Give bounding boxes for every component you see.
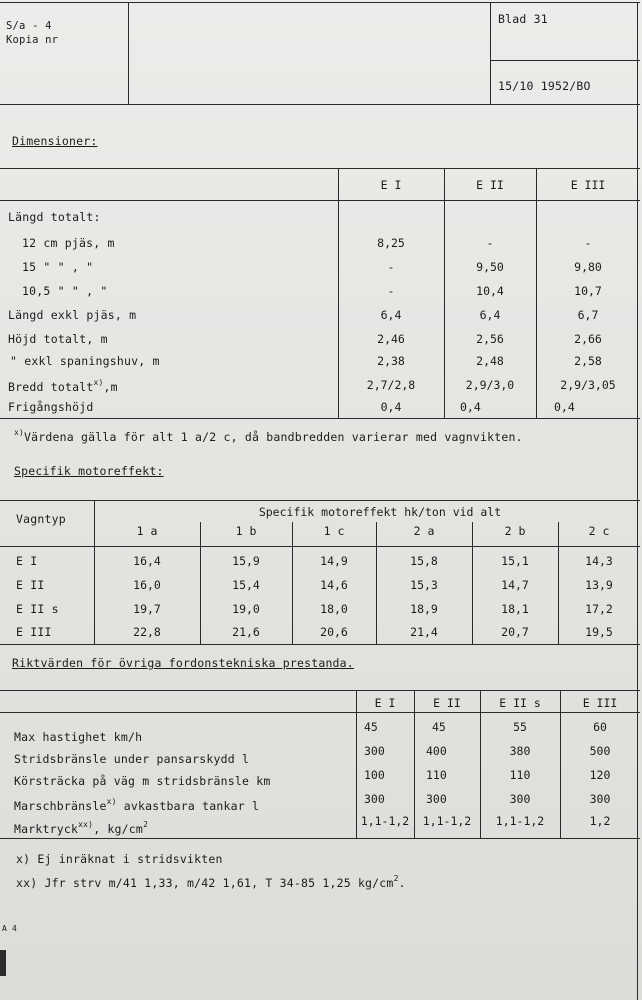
specific-power-title: Specifik motoreffekt:: [14, 464, 164, 478]
sp-row-header: Vagntyp: [16, 512, 66, 526]
margin-stamp: [0, 950, 6, 976]
dim-row-label: [8, 378, 118, 394]
sp-cell: 15,1: [501, 554, 529, 568]
perf-cell: 120: [589, 768, 611, 782]
unit-exponent: 2: [143, 820, 149, 829]
perf-cell: 400: [426, 744, 447, 758]
footnote-marker: x): [14, 428, 25, 437]
sp-cell: 18,1: [501, 602, 529, 616]
sp-row-label: E II s: [16, 602, 59, 616]
dim-cell: 9,50: [476, 260, 504, 274]
sp-cell: 19,5: [585, 625, 613, 639]
sp-cell: 16,4: [133, 554, 161, 568]
dim-row-label: Höjd totalt, m: [8, 332, 108, 346]
dim-cell: -: [584, 236, 592, 250]
dim-row-label: Frigångshöjd: [8, 400, 94, 414]
footnote-end: .: [398, 876, 406, 890]
sp-col-header: 2 a: [413, 524, 435, 538]
dim-cell: 6,7: [577, 308, 599, 322]
perf-cell: 1,1-1,2: [422, 814, 472, 828]
dim-cell: -: [387, 260, 395, 274]
footnote-marker: xx): [78, 820, 94, 829]
dim-cell: 0,4: [460, 400, 481, 414]
perf-cell: 1,2: [589, 814, 611, 828]
sp-cell: 19,0: [232, 602, 260, 616]
sp-row-label: E I: [16, 554, 38, 568]
perf-row-label: [14, 797, 259, 813]
perf-row-label-suffix: , kg/cm: [93, 822, 144, 836]
dim-cell: 8,25: [377, 236, 405, 250]
perf-table-header-bottom: [0, 712, 640, 713]
dim-cell: 2,48: [476, 354, 504, 368]
dim-cell: 2,38: [377, 354, 405, 368]
page-format-mark: A 4: [2, 924, 18, 933]
dim-table-header-bottom: [0, 200, 640, 201]
dim-cell: 2,56: [476, 332, 504, 346]
ref-line-1: S/a - 4: [6, 20, 52, 32]
dim-row-label: Längd exkl pjäs, m: [8, 308, 137, 322]
dim-cell: 6,4: [380, 308, 402, 322]
dim-cell: 2,9/3,0: [465, 378, 515, 392]
header-bottom-border: [0, 104, 640, 105]
dim-row-label: 10,5 " " , ": [22, 284, 108, 298]
perf-table-top: [0, 690, 640, 691]
perf-row-label-text: Marschbränsle: [14, 799, 107, 813]
dim-cell: 2,9/3,05: [560, 378, 616, 392]
perf-row-label-suffix: avkastbara tankar l: [116, 799, 260, 813]
dim-table-top: [0, 168, 640, 169]
dim-cell: 10,4: [476, 284, 504, 298]
sp-col-header: 1 a: [136, 524, 158, 538]
perf-cell: 60: [593, 720, 607, 734]
footnote-marker: xx): [16, 876, 38, 890]
perf-cell: 45: [432, 720, 446, 734]
perf-row-label-text: Marktryck: [14, 822, 79, 836]
sp-col-header: 2 b: [504, 524, 526, 538]
sp-cell: 17,2: [585, 602, 613, 616]
sp-cell: 21,4: [410, 625, 438, 639]
sp-table-top: [0, 500, 640, 501]
dim-cell: 2,7/2,8: [366, 378, 416, 392]
header-right-split: [490, 60, 640, 61]
sp-cell: 19,7: [133, 602, 161, 616]
perf-row-label: Stridsbränsle under pansarskydd l: [14, 752, 250, 766]
perf-cell: 110: [509, 768, 531, 782]
perf-row-label: [14, 820, 148, 836]
dim-row-label: Längd totalt:: [8, 210, 101, 224]
sp-cell: 16,0: [133, 578, 161, 592]
sp-row-label: E III: [16, 625, 52, 639]
perf-cell: 300: [364, 792, 385, 806]
performance-title: Riktvärden för övriga fordonstekniska prestanda.: [12, 656, 354, 670]
perf-row-label: Körsträcka på väg m stridsbränsle km: [14, 774, 271, 788]
dim-row-label: " exkl spaningshuv, m: [10, 354, 160, 368]
dim-cell: 2,58: [574, 354, 602, 368]
perf-cell: 45: [364, 720, 378, 734]
perf-cell: 1,1-1,2: [495, 814, 545, 828]
dim-cell: 6,4: [479, 308, 501, 322]
perf-cell: 380: [509, 744, 531, 758]
sp-cell: 14,3: [585, 554, 613, 568]
sp-cell: 15,9: [232, 554, 260, 568]
dimensions-title: Dimensioner:: [12, 134, 98, 148]
dim-col-header: E II: [476, 178, 504, 192]
sp-cell: 13,9: [585, 578, 613, 592]
sp-group-header: Specifik motoreffekt hk/ton vid alt: [258, 505, 502, 519]
dim-cell: -: [486, 236, 494, 250]
footnote-marker: x): [106, 797, 117, 806]
unit-exponent: 2: [393, 874, 399, 883]
perf-cell: 300: [426, 792, 447, 806]
header-divider-left: [128, 2, 129, 104]
dim-row-label: 15 " " , ": [22, 260, 94, 274]
perf-cell: 110: [426, 768, 447, 782]
dim-cell: 0,4: [380, 400, 402, 414]
dim-col-header: E III: [570, 178, 606, 192]
sp-cell: 18,9: [410, 602, 438, 616]
sp-cell: 14,9: [320, 554, 348, 568]
sp-cell: 18,0: [320, 602, 348, 616]
perf-cell: 300: [364, 744, 385, 758]
perf-table-bottom: [0, 838, 640, 839]
perf-cell: 55: [513, 720, 527, 734]
footnote-text: Värdena gälla för alt 1 a/2 c, då bandbredden varierar med vagnvikten.: [24, 430, 523, 444]
perf-col-header: E III: [582, 696, 618, 710]
header-top-border: [0, 2, 640, 3]
dim-col-header: E I: [380, 178, 402, 192]
performance-footnote-2: [16, 874, 406, 890]
sp-rowheader-sep: [94, 500, 95, 644]
footnote-marker: x): [93, 378, 104, 387]
dim-table-bottom: [0, 418, 640, 419]
sp-cell: 14,7: [501, 578, 529, 592]
sp-cell: 15,3: [410, 578, 438, 592]
sp-col-header: 1 b: [235, 524, 257, 538]
performance-footnote-1: x) Ej inräknat i stridsvikten: [16, 852, 223, 866]
dim-cell: 2,46: [377, 332, 405, 346]
sp-cell: 15,8: [410, 554, 438, 568]
sp-cell: 21,6: [232, 625, 260, 639]
dimensions-footnote: [14, 428, 523, 444]
dim-cell: 2,66: [574, 332, 602, 346]
perf-row-label: Max hastighet km/h: [14, 730, 143, 744]
sp-row-label: E II: [16, 578, 45, 592]
dim-row-label-text: Bredd totalt: [8, 380, 94, 394]
ref-line-2: Kopia nr: [6, 34, 59, 46]
dim-cell: -: [387, 284, 395, 298]
sp-col-header: 2 c: [588, 524, 610, 538]
header-divider-right: [490, 2, 491, 104]
sp-cell: 20,7: [501, 625, 529, 639]
dim-cell: 0,4: [554, 400, 575, 414]
footnote-text: Jfr strv m/41 1,33, m/42 1,61, T 34-85 1,25 kg/cm: [44, 876, 394, 890]
dim-cell: 10,7: [574, 284, 602, 298]
perf-col-header: E II: [433, 696, 461, 710]
sp-cell: 15,4: [232, 578, 260, 592]
dim-row-label: 12 cm pjäs, m: [22, 236, 115, 250]
dim-cell: 9,80: [574, 260, 602, 274]
perf-cell: 300: [509, 792, 531, 806]
sp-table-header-bottom: [0, 546, 640, 547]
sp-table-bottom: [0, 644, 640, 645]
sp-cell: 22,8: [133, 625, 161, 639]
sp-col-header: 1 c: [323, 524, 345, 538]
dim-row-label-suffix: ,m: [103, 380, 118, 394]
perf-cell: 100: [364, 768, 385, 782]
sheet-number: Blad 31: [498, 12, 548, 26]
document-date: 15/10 1952/BO: [498, 79, 591, 93]
perf-col-header: E II s: [499, 696, 541, 710]
perf-col-header: E I: [374, 696, 396, 710]
sp-cell: 14,6: [320, 578, 348, 592]
sp-cell: 20,6: [320, 625, 348, 639]
perf-cell: 1,1-1,2: [360, 814, 410, 828]
perf-cell: 500: [589, 744, 611, 758]
perf-cell: 300: [589, 792, 611, 806]
